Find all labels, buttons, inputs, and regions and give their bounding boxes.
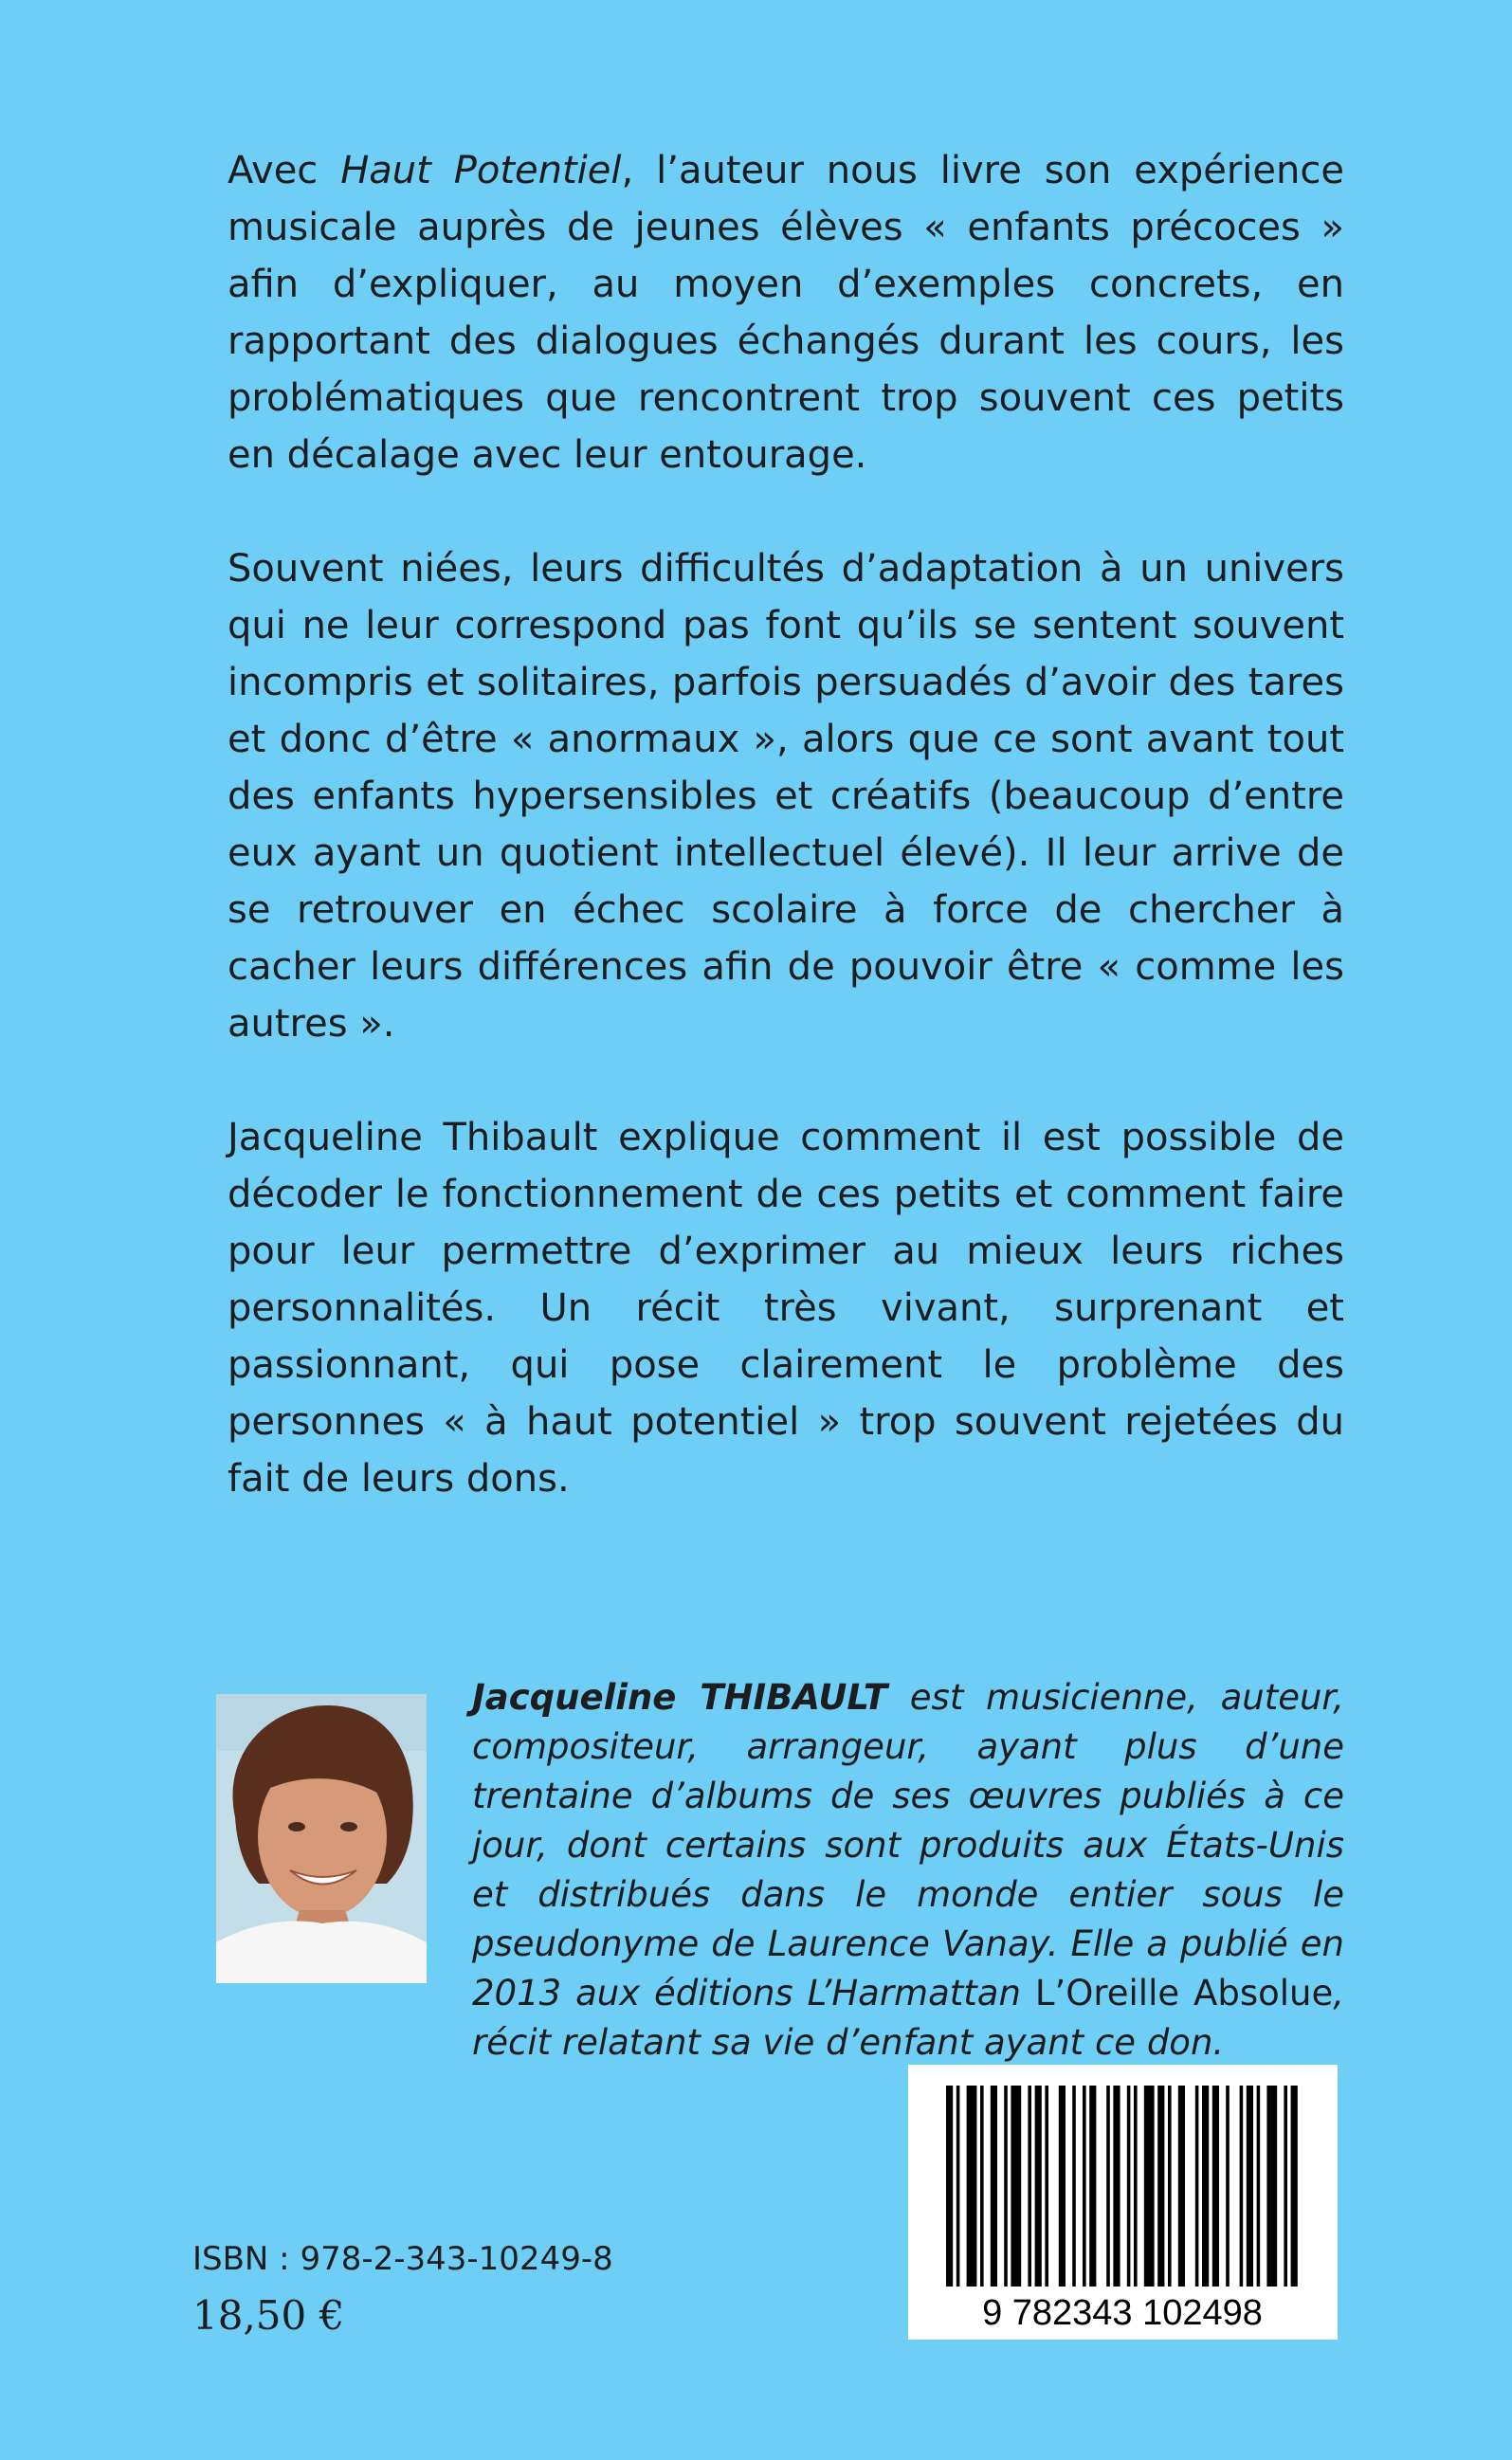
barcode-bar (1089, 2086, 1096, 2287)
barcode-bar (991, 2086, 997, 2287)
blurb-p1-text: , l’auteur nous livre son expérience musicale auprès de jeunes élèves « enfants précoces » afin d’expliquer, au moyen d’exemples concrets, en rapportant des dialogues échangés durant les cours, les problématiques que rencontrent trop souvent ces petits en décalage avec leur entourage. (228, 149, 1344, 477)
blurb-paragraph-2: Souvent niées, leurs difficultés d’adaptation à un univers qui ne leur correspond pas font qu’ils se sentent souvent incompris et solitaires, parfois persuadés d’avoir des tares et donc d’être « anormaux », alors que ce sont avant tout des enfants hypersensibles et créatifs (beaucoup d’entre eux ayant un quotient intellectuel élevé). Il leur arrive de se retrouver en échec scolaire à force de chercher à cacher leurs différences afin de pouvoir être « comme les autres ». (228, 547, 1344, 1046)
barcode-digits: 9 782343 102498 (982, 2293, 1263, 2333)
previous-book-title: L’Oreille Absolue (1034, 1973, 1334, 2014)
back-cover-blurb (228, 142, 1344, 1564)
book-title: Haut Potentiel (340, 149, 622, 192)
barcode-bar (1212, 2086, 1219, 2287)
barcode-bar (1106, 2086, 1110, 2287)
barcode-bar (1240, 2086, 1244, 2287)
barcode-graphic (908, 2065, 1338, 2340)
barcode-bar (1134, 2086, 1138, 2287)
barcode-bar (1004, 2086, 1008, 2287)
barcode-bar (980, 2086, 984, 2287)
barcode-bar (967, 2086, 977, 2287)
author-photo (216, 1694, 427, 1983)
barcode-bar (1284, 2086, 1287, 2287)
isbn-number: ISBN : 978-2-343-10249-8 (192, 2240, 613, 2278)
blurb-paragraph-3: Jacqueline Thibault explique comment il est possible de décoder le fonctionnement de ces petits et comment faire pour leur permettre d’exprimer au mieux leurs riches personnalités. Un récit très vivant, surprenant et passionnant, qui pose clairement le problème des personnes « à haut potentiel » trop souvent rejetées du fait de leurs dons. (228, 1116, 1344, 1501)
barcode-bar (1113, 2086, 1120, 2287)
barcode-bar (1257, 2086, 1261, 2287)
barcode-bar (1127, 2086, 1131, 2287)
barcode-bar (956, 2086, 960, 2287)
barcode-bar (1178, 2086, 1185, 2287)
barcode-bar (1168, 2086, 1172, 2287)
author-name: Jacqueline THIBAULT (472, 1677, 888, 1718)
barcode-bar (1195, 2086, 1199, 2287)
barcode-bar (1028, 2086, 1031, 2287)
barcode-bar (1144, 2086, 1155, 2287)
barcode-bar (1157, 2086, 1164, 2287)
barcode-bar (1226, 2086, 1230, 2287)
barcode-bar (1035, 2086, 1042, 2287)
barcode-bar (1059, 2086, 1066, 2287)
barcode-bar (1083, 2086, 1086, 2287)
barcode-bar (1291, 2086, 1298, 2287)
barcode-bar (1011, 2086, 1021, 2287)
barcode-bar (1202, 2086, 1209, 2287)
blurb-p1-intro: Avec (228, 149, 341, 192)
price: 18,50 € (192, 2292, 345, 2339)
author-bio (472, 1673, 1344, 2068)
barcode-bar (1045, 2086, 1048, 2287)
barcode-bar (1072, 2086, 1076, 2287)
barcode-bar (1266, 2086, 1277, 2287)
barcode-bar (946, 2086, 953, 2287)
blurb-paragraph-1 (228, 142, 1344, 483)
barcode (908, 2065, 1338, 2340)
barcode-bar (1247, 2086, 1253, 2287)
bio-text-1: est musicienne, auteur, compositeur, arrangeur, ayant plus d’une trentaine d’albums de ses œuvres publiés à ce jour, dont certains sont produits aux États-Unis et distribués dans le monde entier sous le pseudonyme de Laurence Vanay. Elle a publié en 2013 aux éditions L’Harmattan (472, 1677, 1344, 2014)
bio-text-2: , récit relatant sa vie d’enfant ayant ce don. (472, 1973, 1344, 2063)
